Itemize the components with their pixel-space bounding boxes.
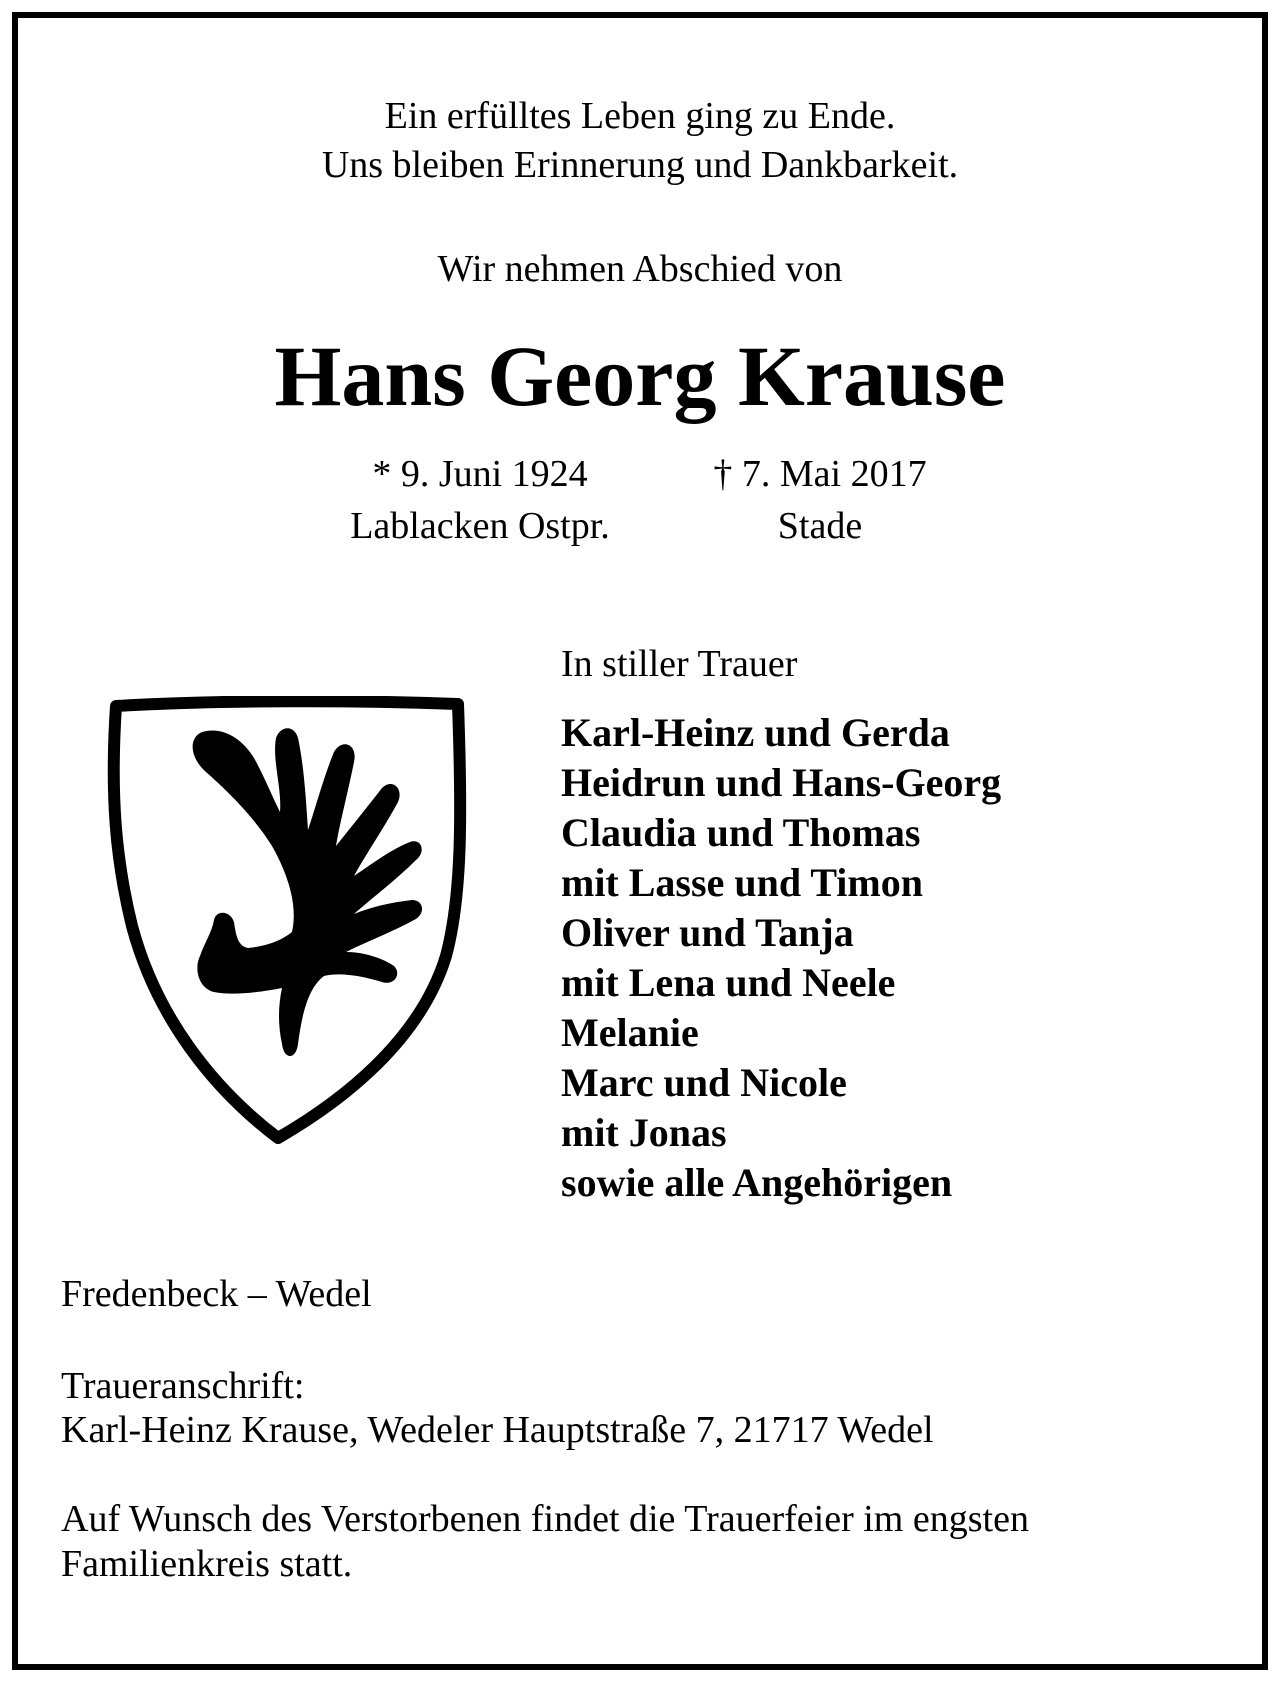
funeral-note-line-1: Auf Wunsch des Verstorbenen findet die Trauerfeier im engsten: [61, 1498, 1029, 1540]
death-place: Stade: [777, 505, 863, 547]
intro-line-1: Ein erfülltes Leben ging zu Ende.: [384, 95, 896, 137]
mourner-line: Claudia und Thomas: [561, 810, 921, 855]
mourner-line: Marc und Nicole: [561, 1060, 847, 1105]
mourner-line: mit Lena und Neele: [561, 960, 896, 1005]
mourner-line: Oliver und Tanja: [561, 910, 854, 955]
birth-place: Lablacken Ostpr.: [350, 505, 610, 547]
deceased-name: Hans Georg Krause: [274, 328, 1006, 424]
birth-info: [300, 448, 660, 552]
mourning-intro: In stiller Trauer: [561, 643, 798, 685]
mourner-line: mit Lasse und Timon: [561, 860, 923, 905]
elk-antler-coat-of-arms-icon: [102, 696, 474, 1144]
intro-line-2: Uns bleiben Erinnerung und Dankbarkeit.: [321, 144, 959, 186]
mourning-address: Karl-Heinz Krause, Wedeler Hauptstraße 7, 21717 Wedel: [61, 1409, 934, 1451]
places-line: Fredenbeck – Wedel: [61, 1273, 372, 1315]
mourner-line: Karl-Heinz und Gerda: [561, 710, 950, 755]
funeral-note-line-2: Familienkreis statt.: [61, 1543, 353, 1585]
mourner-line: sowie alle Angehörigen: [561, 1160, 953, 1205]
mourner-line: Heidrun und Hans-Georg: [561, 760, 1002, 805]
mourner-line: Melanie: [561, 1010, 699, 1055]
mourner-line: mit Jonas: [561, 1110, 727, 1155]
intro-verse: [0, 92, 1280, 190]
birth-date: * 9. Juni 1924: [372, 453, 588, 495]
death-info: [660, 448, 980, 552]
death-date: † 7. Mai 2017: [713, 453, 927, 495]
mourners-list: [561, 708, 1001, 1208]
address-label: Traueranschrift:: [61, 1365, 305, 1407]
farewell-line: Wir nehmen Abschied von: [437, 248, 843, 290]
